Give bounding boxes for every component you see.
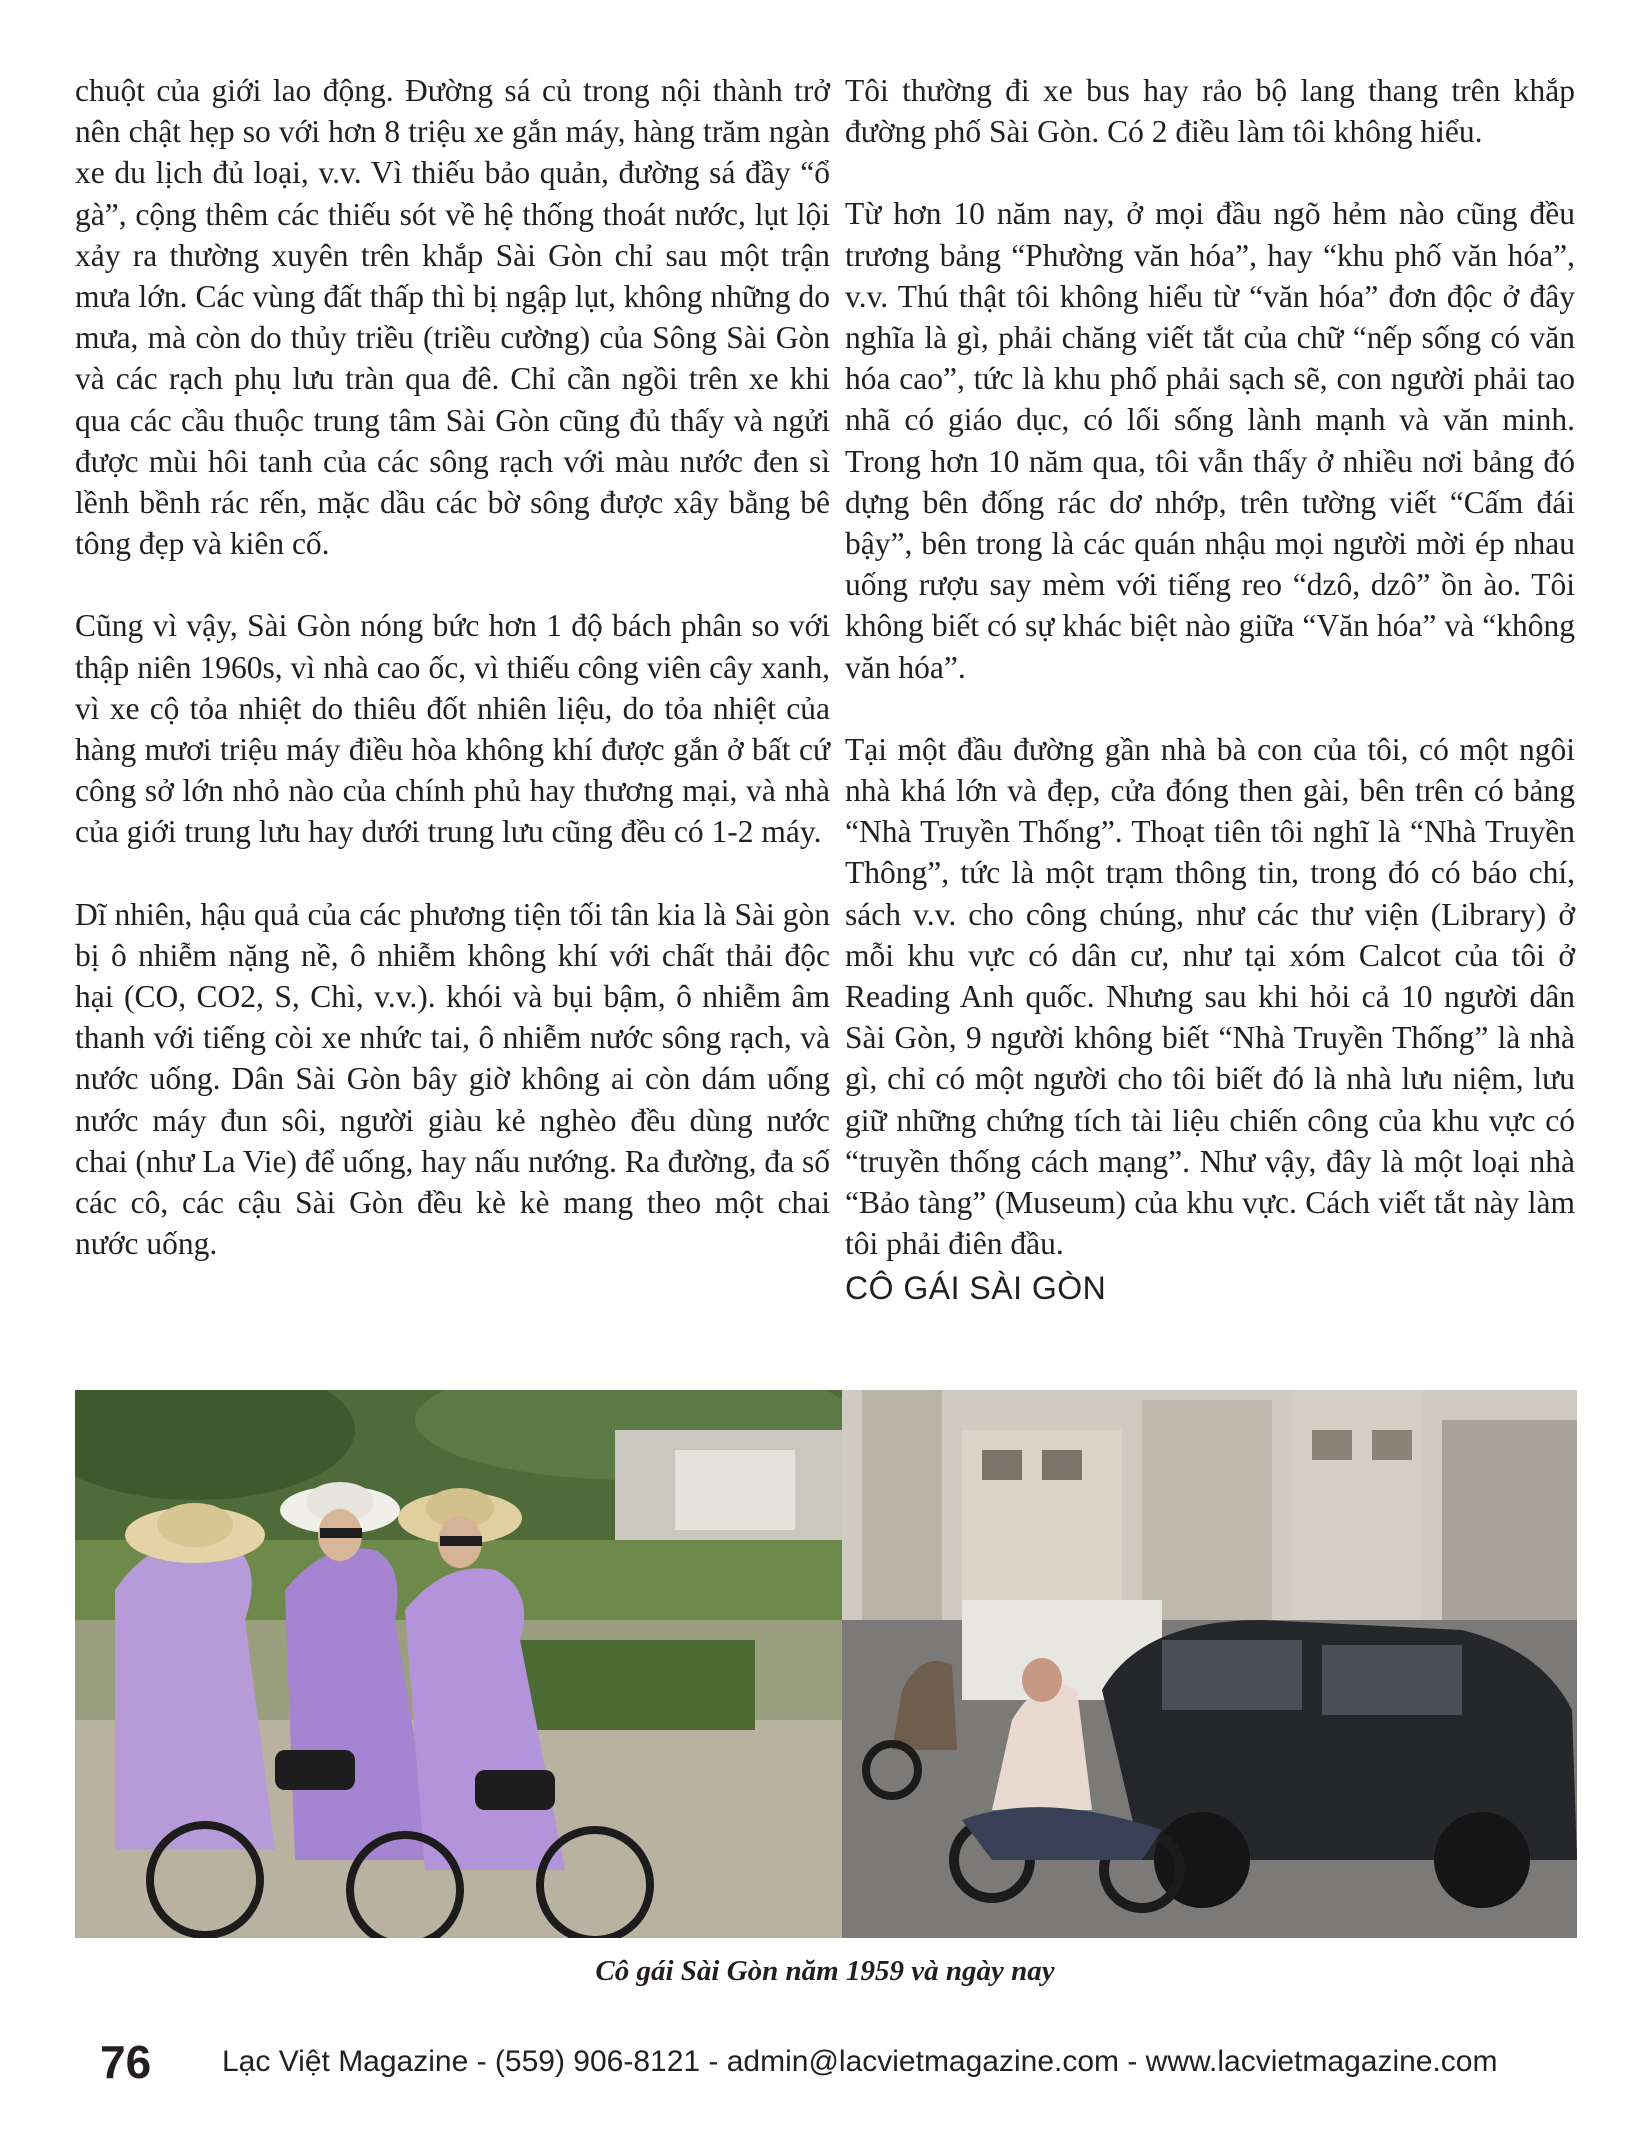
article-paragraph: Từ hơn 10 năm nay, ở mọi đầu ngõ hẻm nào cũng đều trương bảng “Phường văn hóa”, hay “khu phố văn hóa”, v.v. Thú thật tôi không hiểu từ “văn hóa” đơn độc ở đây nghĩa là gì, phải chăng viết tắt của chữ “nếp sống có văn hóa cao”, tức là khu phố phải sạch sẽ, con người phải tao nhã có giáo dục, có lối sống lành mạnh và văn minh. Trong hơn 10 năm qua, tôi vẫn thấy ở nhiều nơi bảng đó dựng bên đống rác dơ nhớp, trên tường viết “Cấm đái bậy”, bên trong là các quán nhậu mọi người mời ép nhau uống rượu say mèm với tiếng reo “dzô, dzô” ồn ào. Tôi không biết có sự khác biệt nào giữa “Văn hóa” và “không văn hóa”. [845,196,1575,685]
article-paragraph: Cũng vì vậy, Sài Gòn nóng bức hơn 1 độ bách phân so với thập niên 1960s, vì nhà cao ốc, vì thiếu công viên cây xanh, vì xe cộ tỏa nhiệt do thiêu đốt nhiên liệu, do tỏa nhiệt của hàng mươi triệu máy điều hòa không khí được gắn ở bất cứ công sở lớn nhỏ nào của chính phủ hay thương mại, và nhà của giới trung lưu hay dưới trung lưu cũng đều có 1-2 máy. [75,608,830,850]
photo-women-bicycles [75,1390,842,1938]
article-left-column [75,70,830,1264]
article-right-column [845,70,1575,1264]
article-paragraph: Dĩ nhiên, hậu quả của các phương tiện tối tân kia là Sài gòn bị ô nhiễm nặng nề, ô nhiễm không khí với chất thải độc hại (CO, CO2, S, Chì, v.v.). khói và bụi bậm, ô nhiễm âm thanh với tiếng còi xe nhức tai, ô nhiễm nước sông rạch, và nước uống. Dân Sài Gòn bây giờ không ai còn dám uống nước máy đun sôi, người giàu kẻ nghèo đều dùng nước chai (như La Vie) để uống, hay nấu nướng. Ra đường, đa số các cô, các cậu Sài Gòn đều kè kè mang theo một chai nước uống. [75,896,830,1262]
footer-contact-line: Lạc Việt Magazine - (559) 906-8121 - admin@lacvietmagazine.com - www.lacvietmagazine.com [222,2045,1498,2078]
article-paragraph: chuột của giới lao động. Đường sá củ trong nội thành trở nên chật hẹp so với hơn 8 triệu xe gắn máy, hàng trăm ngàn xe du lịch đủ loại, v.v. Vì thiếu bảo quản, đường sá đầy “ổ gà”, cộng thêm các thiếu sót về hệ thống thoát nước, lụt lội xảy ra thường xuyên trên khắp Sài Gòn chỉ sau một trận mưa lớn. Các vùng đất thấp thì bị ngập lụt, không những do mưa, mà còn do thủy triều (triều cường) của Sông Sài Gòn và các rạch phụ lưu tràn qua đê. Chỉ cần ngồi trên xe khi qua các cầu thuộc trung tâm Sài Gòn cũng đủ thấy và ngửi được mùi hôi tanh của các sông rạch với màu nước đen sì lềnh bềnh rác rến, mặc dầu các bờ sông được xây bằng bê tông đẹp và kiên cố. [75,73,830,562]
article-paragraph: Tôi thường đi xe bus hay rảo bộ lang thang trên khắp đường phố Sài Gòn. Có 2 điều làm tôi không hiểu. [845,73,1575,150]
photo-street-traffic [842,1390,1577,1938]
article-paragraph: Tại một đầu đường gần nhà bà con của tôi, có một ngôi nhà khá lớn và đẹp, cửa đóng then gài, bên trên có bảng “Nhà Truyền Thống”. Thoạt tiên tôi nghĩ là “Nhà Truyền Thông”, tức là một trạm thông tin, trong đó có báo chí, sách v.v. cho công chúng, như các thư viện (Library) ở mỗi khu vực có dân cư, như tại xóm Calcot của tôi ở Reading Anh quốc. Nhưng sau khi hỏi cả 10 người dân Sài Gòn, 9 người không biết “Nhà Truyền Thống” là nhà gì, chỉ có một người cho tôi biết đó là nhà lưu niệm, lưu giữ những chứng tích tài liệu chiến công của khu vực có “truyền thống cách mạng”. Như vậy, đây là một loại nhà “Bảo tàng” (Museum) của khu vực. Cách viết tắt này làm tôi phải điên đầu. [845,731,1575,1262]
photo-caption: Cô gái Sài Gòn năm 1959 và ngày nay [595,1955,1055,1987]
page-number: 76 [100,2036,152,2088]
author-byline: CÔ GÁI SÀI GÒN [845,1270,1107,1306]
